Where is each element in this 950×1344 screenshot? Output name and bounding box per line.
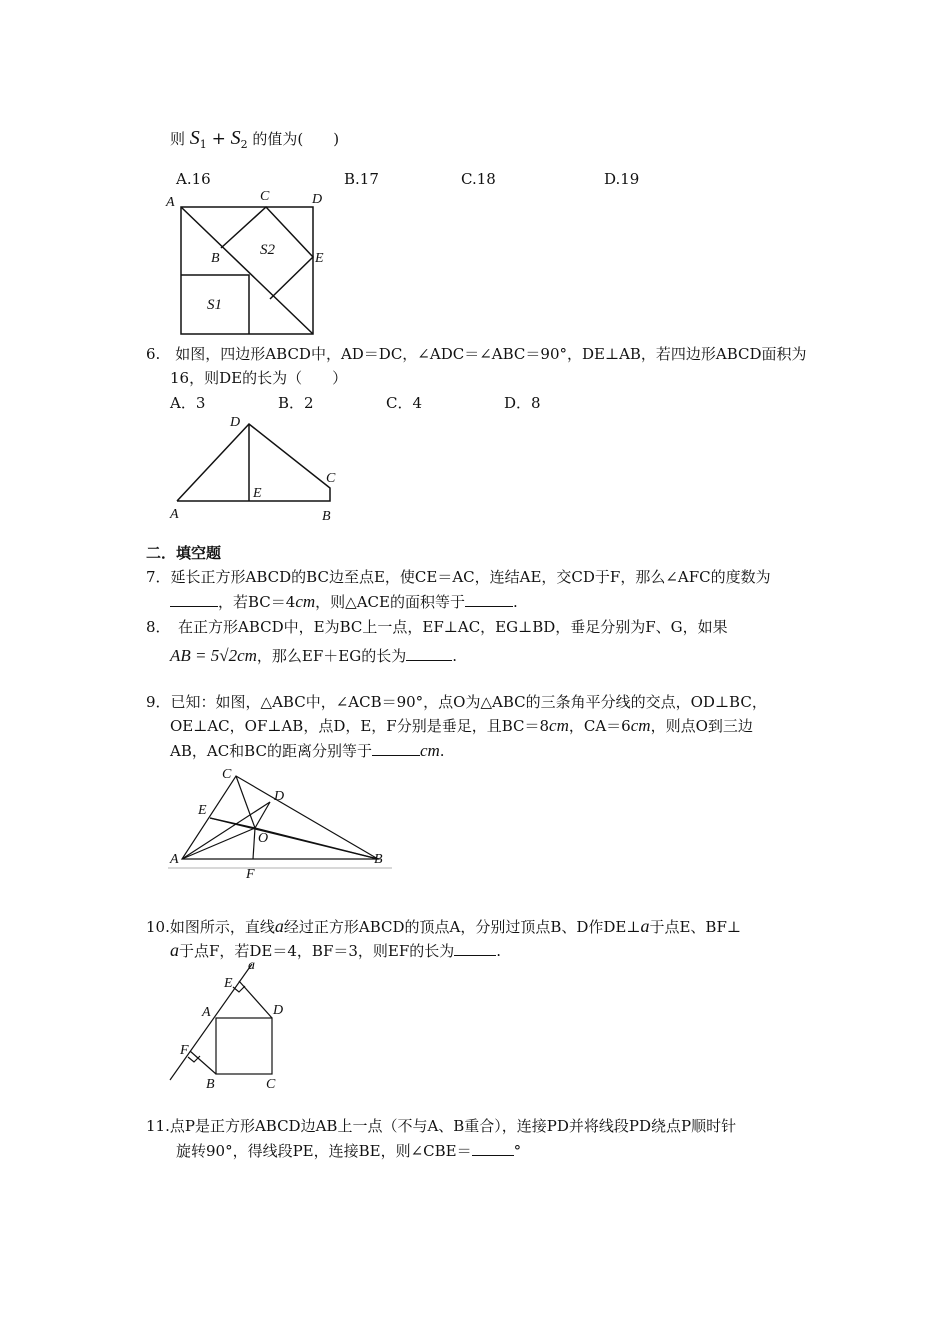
q6-label-a: A [170, 507, 179, 522]
q9-label-o: O [258, 831, 269, 846]
q9-label-d: D [274, 789, 285, 804]
q5-stem: 则 $S_1 + S_2$ 的值为( ) [170, 127, 340, 151]
q5-label-e: E [315, 251, 324, 266]
q5-diagonal [181, 207, 313, 334]
q9-label-b: B [374, 852, 383, 867]
q8-formula: AB = 5√2cm [170, 646, 257, 665]
q6-label-e: E [253, 486, 262, 501]
q6-figure [160, 408, 350, 528]
q6-label-d: D [230, 415, 241, 430]
q10-label-a: A [202, 1005, 211, 1020]
q10-label-e: E [224, 976, 233, 991]
q7-blank-1[interactable] [170, 592, 218, 607]
q9-line1: 9．已知：如图，△ABC中，∠ACB＝90°，点O为△ABC的三条角平分线的交点，OD⊥BC， [146, 693, 767, 711]
q5-label-a: A [166, 195, 175, 210]
q10-blank[interactable] [454, 941, 496, 956]
q5-label-s2: S2 [260, 242, 275, 258]
q8-blank[interactable] [406, 646, 452, 661]
q5-option-b: B.17 [344, 170, 379, 188]
q9-bisector-a [182, 828, 255, 859]
q6-option-c: C．4 [386, 394, 423, 412]
q10-label-b: B [206, 1077, 215, 1092]
q10-label-c: C [266, 1077, 276, 1092]
q5-label-s1: S1 [207, 297, 222, 313]
q6-line1: 6. 如图，四边形ABCD中，AD＝DC，∠ADC＝∠ABC＝90°，DE⊥AB，若四边形ABCD面积为 [146, 345, 807, 363]
q9-segment-of [253, 828, 255, 859]
q5-figure [160, 184, 340, 344]
q10-figure [160, 956, 300, 1092]
q8-line1: 8． 在正方形ABCD中，E为BC上一点，EF⊥AC，EG⊥BD，垂足分别为F、G，如果 [146, 618, 728, 636]
q9-line-be [210, 818, 378, 859]
q10-square [216, 1018, 272, 1074]
q9-label-f: F [246, 867, 255, 880]
q9-line-ad [182, 802, 270, 859]
q11-blank[interactable] [472, 1141, 514, 1156]
q6-option-a: A．3 [170, 394, 206, 412]
q9-label-a: A [170, 852, 179, 867]
q6-label-c: C [326, 471, 336, 486]
q9-line3: AB，AC和BC的距离分别等于 cm. [170, 741, 445, 760]
q9-bisector-c [236, 776, 255, 828]
q6-option-b: B．2 [278, 394, 314, 412]
q5-option-d: D.19 [604, 170, 640, 188]
q11-line1: 11.点P是正方形ABCD边AB上一点（不与A、B重合），连接PD并将线段PD绕点P顺时针 [146, 1117, 737, 1135]
q7-line1: 7．延长正方形ABCD的BC边至点E，使CE＝AC，连结AE，交CD于F，那么∠AFC的度数为 [146, 568, 771, 586]
q11-line2: 旋转90°，得线段PE，连接BE，则∠CBE＝ ° [176, 1142, 522, 1160]
q9-label-e: E [198, 803, 207, 818]
q5-option-a: A.16 [176, 170, 211, 188]
q10-label-d: D [273, 1003, 284, 1018]
q9-segment-od [255, 802, 270, 828]
q10-label-f: F [180, 1043, 189, 1058]
q9-blank[interactable] [372, 741, 420, 756]
q7-blank-2[interactable] [465, 592, 513, 607]
q9-label-c: C [222, 767, 232, 782]
q10-line1: 10.如图所示，直线a经过正方形ABCD的顶点A，分别过顶点B、D作DE⊥a于点E、BF⊥ [146, 916, 741, 936]
q10-label-a-line: a [248, 958, 255, 973]
q8-line2: AB = 5√2cm，那么EF＋EG的长为 . [170, 646, 457, 665]
q9-figure [160, 762, 400, 880]
q5-label-b: B [211, 251, 220, 266]
q7-line2: ，若BC＝4cm，则△ACE的面积等于 . [170, 592, 518, 612]
q6-line2: 16，则DE的长为（ ） [170, 369, 348, 387]
q5-option-c: C.18 [461, 170, 496, 188]
q9-line2: OE⊥AC，OF⊥AB，点D，E，F分别是垂足，且BC＝8cm，CA＝6cm，则点O到三边 [170, 716, 753, 735]
q10-right-angle-e [233, 986, 245, 992]
section-title: 二．填空题 [146, 544, 222, 562]
q5-label-c: C [260, 189, 270, 204]
q6-option-d: D．8 [504, 394, 541, 412]
q6-label-b: B [322, 509, 331, 524]
q5-label-d: D [312, 192, 323, 207]
q10-line2: a于点F，若DE＝4，BF＝3，则EF的长为 . [170, 940, 502, 960]
